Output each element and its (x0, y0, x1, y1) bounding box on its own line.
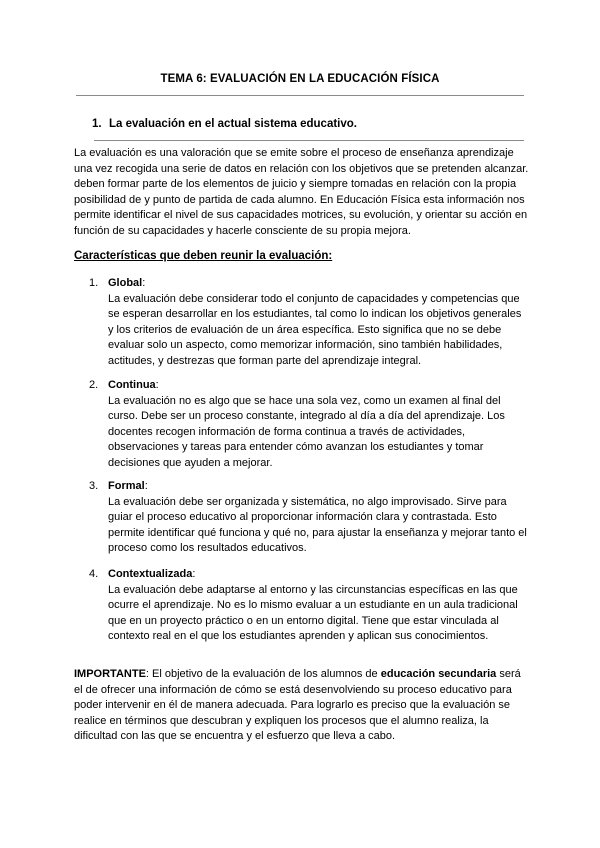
important-label: IMPORTANTE (74, 668, 146, 680)
characteristics-heading: Características que deben reunir la evaluación: (74, 250, 333, 262)
list-item-number: 2. (89, 379, 99, 391)
important-text-c: será el de ofrecer una información de cómo se está desenvolviendo su proceso educativo para poder intervenir en él de manera adecuada. Para lograrlo es preciso que la evaluación se realice en términos que descubran y expliquen los procesos que el alumno realiza, la dificultad con las que se encuentra y el esfuerzo que lleva a cabo. (74, 668, 521, 742)
list-item: 3. Formal: La evaluación debe ser organizada y sistemática, no algo improvisado. Sirve para guiar el proceso educativo al proporcionar información clara y contrastada. Esto permite identificar qué funciona y qué no, para ajustar la enseñanza y mejorar tanto el proceso como los resultados educativos. (89, 479, 529, 557)
list-item: 2. Continua: La evaluación no es algo que se hace una sola vez, como un examen al final del curso. Debe ser un proceso constante, integrado al día a día del aprendizaje. Los docentes recogen información de forma continua a través de actividades, observaciones y tareas para entender cómo avanzan los estudiantes y tomar decisiones que ayuden a mejorar. (89, 378, 529, 471)
document-title: TEMA 6: EVALUACIÓN EN LA EDUCACIÓN FÍSICA (160, 73, 440, 85)
important-bold-term: educación secundaria (380, 668, 497, 680)
title-divider (76, 95, 524, 96)
list-item-name: Continua (108, 379, 156, 391)
section-divider (94, 140, 524, 141)
intro-paragraph: La evaluación es una valoración que se emite sobre el proceso de enseñanza aprendizaje una vez recogida una serie de datos en relación con los objetivos que se pretenden alcanzar. deben formar parte de los elementos de juicio y siempre tomadas en relación con la propia posibilidad de y punto de partida de cada alumno. En Educación Física esta información nos permite identificar el nivel de sus capacidades motrices, su evolución, y orientar su acción en función de su capacidades y hacerle consciente de su propia mejora. (74, 147, 529, 237)
list-item-description: La evaluación debe considerar todo el conjunto de capacidades y competencias que se esperan desarrollar en los estudiantes, tal como lo indican los objetivos generales y los criterios de evaluación de un área específica. Esto significa que no se debe evaluar solo un aspecto, como memorizar información, sino también habilidades, actitudes, y destrezas que forman parte del aprendizaje integral. (108, 292, 522, 367)
section-title: La evaluación en el actual sistema educativo. (109, 118, 357, 130)
list-item-description: La evaluación debe adaptarse al entorno y las circunstancias específicas en las que ocurre el aprendizaje. No es lo mismo evaluar a un estudiante en un aula tradicional que en un proyecto práctico o en un entorno digital. Tiene que estar vinculada al contexto real en el que los estudiantes aprenden y aplican sus conocimientos. (108, 583, 518, 642)
list-item-description: La evaluación debe ser organizada y sistemática, no algo improvisado. Sirve para guiar el proceso educativo al proporcionar información clara y contrastada. Esto permite identificar qué funciona y qué no, para ajustar la enseñanza y mejorar tanto el proceso como los resultados educativos. (108, 495, 527, 554)
list-item-description: La evaluación no es algo que se hace una sola vez, como un examen al final del curso. Debe ser un proceso constante, integrado al día a día del aprendizaje. Los docentes recogen información de forma continua a través de actividades, observaciones y tareas para entender cómo avanzan los estudiantes y tomar decisiones que ayuden a mejorar. (108, 394, 505, 469)
list-item-name: Global (108, 277, 143, 289)
important-paragraph (74, 667, 532, 745)
list-item-number: 4. (89, 568, 99, 580)
important-text-a: : El objetivo de la evaluación de los alumnos de (145, 668, 381, 680)
section-heading (92, 118, 357, 130)
section-number: 1. (92, 118, 102, 130)
list-item-name: Formal (108, 480, 145, 492)
list-item-number: 3. (89, 480, 99, 492)
list-item-number: 1. (89, 277, 99, 289)
list-item: 4. Contextualizada: La evaluación debe adaptarse al entorno y las circunstancias específicas en las que ocurre el aprendizaje. No es lo mismo evaluar a un estudiante en un aula tradicional que en un proyecto práctico o en un entorno digital. Tiene que estar vinculada al contexto real en el que los estudiantes aprenden y aplican sus conocimientos. (89, 567, 529, 645)
list-item-name: Contextualizada (108, 568, 193, 580)
list-item: 1. Global: La evaluación debe considerar todo el conjunto de capacidades y competencias que se esperan desarrollar en los estudiantes, tal como lo indican los objetivos generales y los criterios de evaluación de un área específica. Esto significa que no se debe evaluar solo un aspecto, como memorizar información, sino también habilidades, actitudes, y destrezas que forman parte del aprendizaje integral. (89, 276, 529, 369)
